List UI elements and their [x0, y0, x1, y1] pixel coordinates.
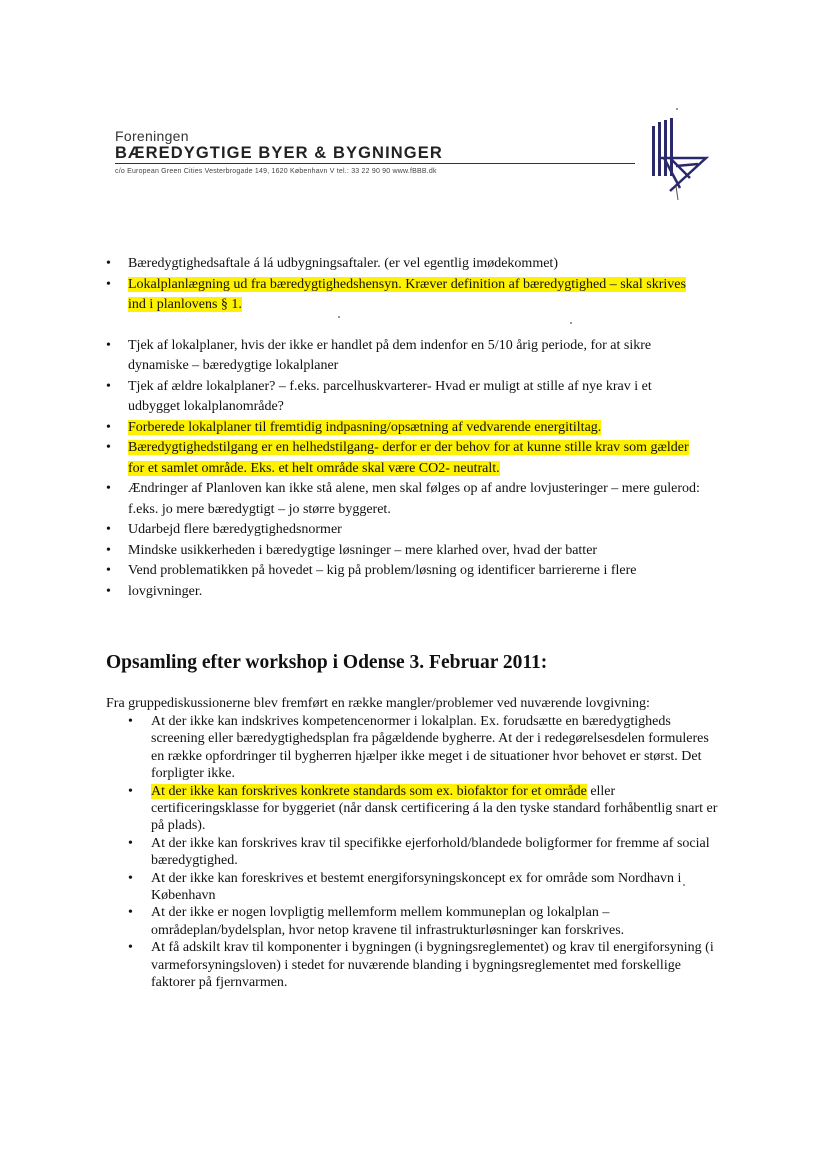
list-item: • At der ikke kan forskrives krav til specifikke ejerforhold/blandede boligformer for fremme af social bæredygtighed.: [128, 835, 710, 869]
letterhead: [115, 128, 715, 175]
intro-paragraph: Fra gruppediskussionerne blev fremført en række mangler/problemer ved nuværende lovgivning:: [106, 696, 650, 711]
list-item: • Bæredygtighedstilgang er en helhedstilgang- derfor er der behov for at kunne stille krav som gælder for et samlet område. Eks. et helt område skal være CO2- neutralt.: [106, 440, 689, 476]
list-item: • lovgivninger.: [106, 583, 203, 599]
list-item: • Ændringer af Planloven kan ikke stå alene, men skal følges op af andre lovjusteringer – mere gulerod: f.eks. jo mere bæredygtigt – jo større byggeret.: [106, 481, 700, 517]
list-item: • At der ikke kan indskrives kompetencenormer i lokalplan. Ex. forudsætte en bæredygtigheds screening eller bæredygtighedsplan fra pågældende bygherre. At der i redegørelsesdelen formuleres en række opfordringer til bygherren hjælper ikke meget i de situationer hvor behovet er størst. Det forpligter ikke.: [128, 714, 709, 782]
letterhead-rule: [115, 163, 635, 164]
list-item: • At der ikke kan forskrives konkrete standards som ex. biofaktor for et område eller certificeringsklasse for byggeriet (når dansk certificering á la den tyske standard forhåbentlig snart er på plads).: [128, 783, 718, 834]
list-item: • Tjek af lokalplaner, hvis der ikke er handlet på dem indenfor en 5/10 årig periode, for at sikre dynamiske – bæredygtige lokalplaner: [106, 337, 652, 373]
section-heading: Opsamling efter workshop i Odense 3. Februar 2011:: [106, 652, 548, 673]
scan-speck: [676, 108, 678, 110]
scan-speck: [338, 316, 340, 318]
scan-speck: [570, 322, 572, 324]
workshop-ideas-list: [106, 254, 706, 602]
list-item: • Bæredygtighedsaftale á lá udbygningsaftaler. (er vel egentlig imødekommet): [106, 256, 558, 271]
list-item: • At der ikke kan foreskrives et bestemt energiforsyningskoncept ex for område som Nordhavn i København: [128, 870, 682, 904]
scan-speck: [683, 884, 685, 886]
list-item: • Vend problematikken på hovedet – kig på problem/løsning og identificer barriererne i flere: [106, 563, 637, 578]
list-item: • Lokalplanlægning ud fra bæredygtighedshensyn. Kræver definition af bæredygtighed – skal skrives ind i planlovens § 1.: [106, 276, 686, 312]
org-prefix: Foreningen: [115, 128, 189, 144]
list-item: • Forberede lokalplaner til fremtidig indpasning/opsætning af vedvarende energitiltag.: [106, 419, 602, 435]
list-item: • Tjek af ældre lokalplaner? – f.eks. parcelhuskvarterer- Hvad er muligt at stille af nye krav i et udbygget lokalplanområde?: [106, 378, 652, 414]
list-item: • At der ikke er nogen lovpligtig mellemform mellem kommuneplan og lokalplan – områdeplan/bydelsplan, hvor netop kravene til infrastrukturløsninger kan forskrives.: [128, 905, 625, 938]
organization-logo-icon: [640, 116, 710, 206]
org-name: BÆREDYGTIGE BYER & BYGNINGER: [115, 144, 443, 162]
problems-list: [128, 713, 718, 992]
list-item: • At få adskilt krav til komponenter i bygningen (i bygningsreglementet) og krav til energiforsyning (i varmeforsyningsloven) i stedet for nuværende blanding i bygningsreglementet med forskellige faktorer på fjernvarmen.: [128, 940, 714, 991]
list-item: • Udarbejd flere bæredygtighedsnormer: [106, 522, 342, 537]
org-address: c/o European Green Cities Vesterbrogade 149, 1620 København V tel.: 33 22 90 90 www.fBBB.dk: [115, 168, 437, 175]
list-item: • Mindske usikkerheden i bæredygtige løsninger – mere klarhed over, hvad der batter: [106, 542, 598, 558]
